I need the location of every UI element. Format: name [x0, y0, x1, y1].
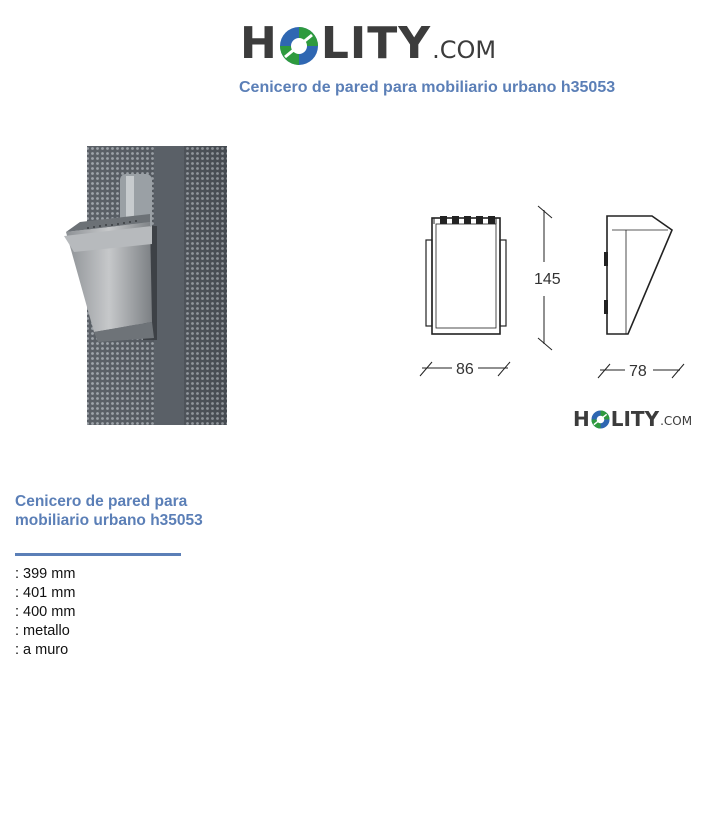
product-name: Cenicero de pared para mobiliario urbano h35053: [15, 493, 203, 529]
watermark-globe-icon: [591, 410, 610, 429]
spec-list: [15, 565, 75, 660]
watermark-wordmark: LITY: [610, 407, 660, 431]
spec-item: : a muro: [15, 642, 69, 658]
logo-letter-h: H: [240, 18, 278, 69]
logo-globe-icon: [279, 26, 319, 66]
depth-label: 78: [629, 363, 647, 380]
width-label: 86: [456, 361, 474, 378]
spec-item: : 399 mm: [15, 566, 76, 582]
front-view: [426, 218, 506, 334]
site-logo[interactable]: [240, 14, 497, 69]
title-divider: [15, 553, 181, 556]
spec-item: : 400 mm: [15, 604, 76, 620]
page-title: Cenicero de pared para mobiliario urbano h35053: [239, 79, 616, 96]
logo-wordmark: LITY: [320, 18, 432, 69]
logo-tld: .COM: [432, 36, 497, 64]
front-view-cap: [440, 216, 495, 224]
product-photo: [60, 146, 227, 425]
height-label: 145: [534, 271, 561, 288]
spec-item: : metallo: [15, 623, 70, 639]
spec-item: : 401 mm: [15, 585, 76, 601]
technical-drawing: [410, 200, 700, 390]
side-view: [607, 216, 672, 334]
watermark-tld: .COM: [660, 414, 693, 428]
watermark-letter-h: H: [573, 407, 590, 431]
drawing-watermark-logo: [573, 403, 692, 429]
